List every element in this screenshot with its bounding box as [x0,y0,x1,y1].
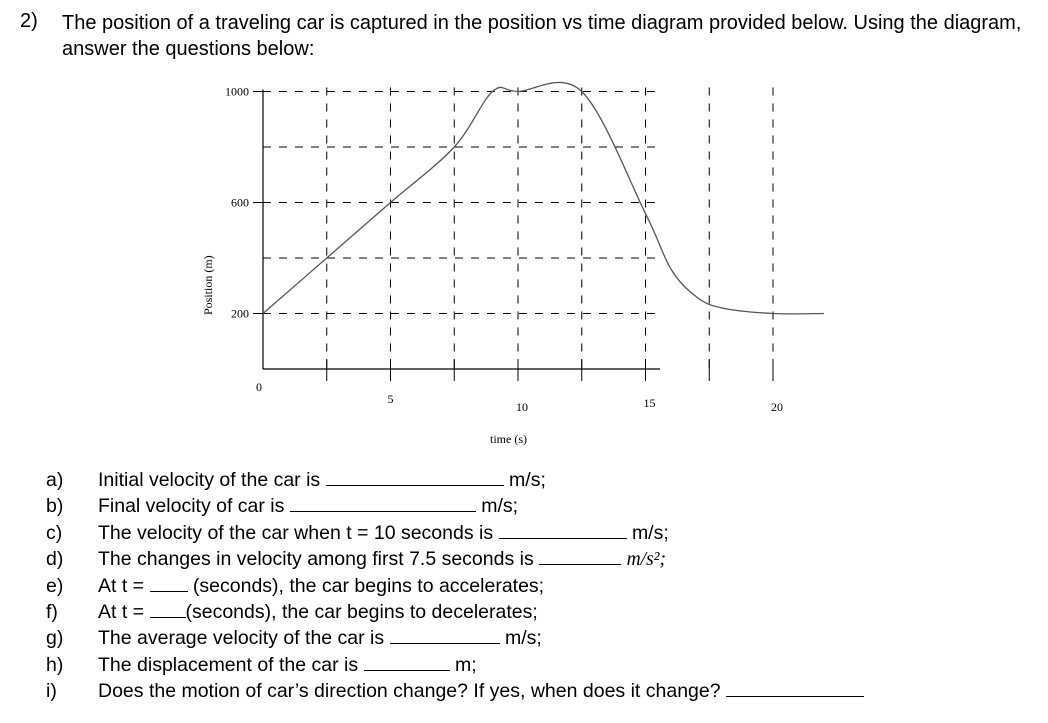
question-prompt: Final velocity of car is [98,495,285,518]
y-tick-label: 200 [231,306,249,321]
position-curve [263,82,824,313]
answer-blank[interactable] [539,546,621,565]
chart-ticks [225,85,835,415]
answer-blank[interactable] [499,520,627,539]
chart-grid [263,88,835,370]
question-label: i) [46,680,57,703]
x-axis-label: time (s) [490,432,527,446]
question-number: 2) [20,10,38,32]
answer-unit: m/s; [509,469,546,491]
x-tick-label: 15 [643,396,656,410]
question-prompt: The changes in velocity among first 7.5 seconds is [98,548,534,571]
answer-blank[interactable] [150,599,186,618]
question-label: b) [46,495,64,518]
x-tick-label: 0 [256,380,262,394]
position-time-chart [195,80,835,450]
y-tick-label: 600 [231,195,249,210]
answer-unit: m/s; [504,627,542,650]
x-tick-label: 20 [771,400,783,414]
x-tick-label: 5 [387,392,394,406]
question-label: c) [46,521,63,544]
question-prompt: At t = [98,574,145,597]
question-prompt: Does the motion of car’s direction change? If yes, when does it change? [98,680,721,703]
question-label: h) [46,653,64,676]
question-label: e) [46,574,64,597]
y-axis-label: Position (m) [201,255,215,315]
question-prompt: The displacement of the car is [98,653,359,676]
question-label: a) [46,469,64,491]
answer-blank[interactable] [326,467,504,486]
question-prompt-suffix: (seconds), the car begins to decelerates; [185,600,538,623]
question-prompt: The average velocity of the car is [98,627,385,650]
question-label: f) [46,600,58,623]
answer-unit: m/s; [631,521,669,544]
answer-blank[interactable] [290,493,476,512]
question-prompt: At t = [98,600,145,623]
x-tick-label: 10 [516,400,528,414]
answer-unit: m; [454,653,477,676]
answer-blank[interactable] [150,573,188,592]
answer-blank[interactable] [390,625,500,644]
question-label: d) [46,548,64,571]
question-prompt: Initial velocity of the car is [98,469,321,491]
answer-blank[interactable] [364,652,450,671]
chart-axes [263,90,660,370]
question-prompt-suffix: (seconds), the car begins to accelerates; [192,574,545,597]
answer-blank[interactable] [726,678,864,697]
y-tick-label: 1000 [225,84,249,99]
question-label: g) [46,627,64,650]
answer-unit: m/s²; [626,549,667,571]
question-text: The position of a traveling car is captured in the position vs time diagram provided below. Using the diagram, answer the questions below: [62,12,1022,60]
question-prompt: The velocity of the car when t = 10 seconds is [98,521,494,544]
answer-unit: m/s; [481,495,519,518]
